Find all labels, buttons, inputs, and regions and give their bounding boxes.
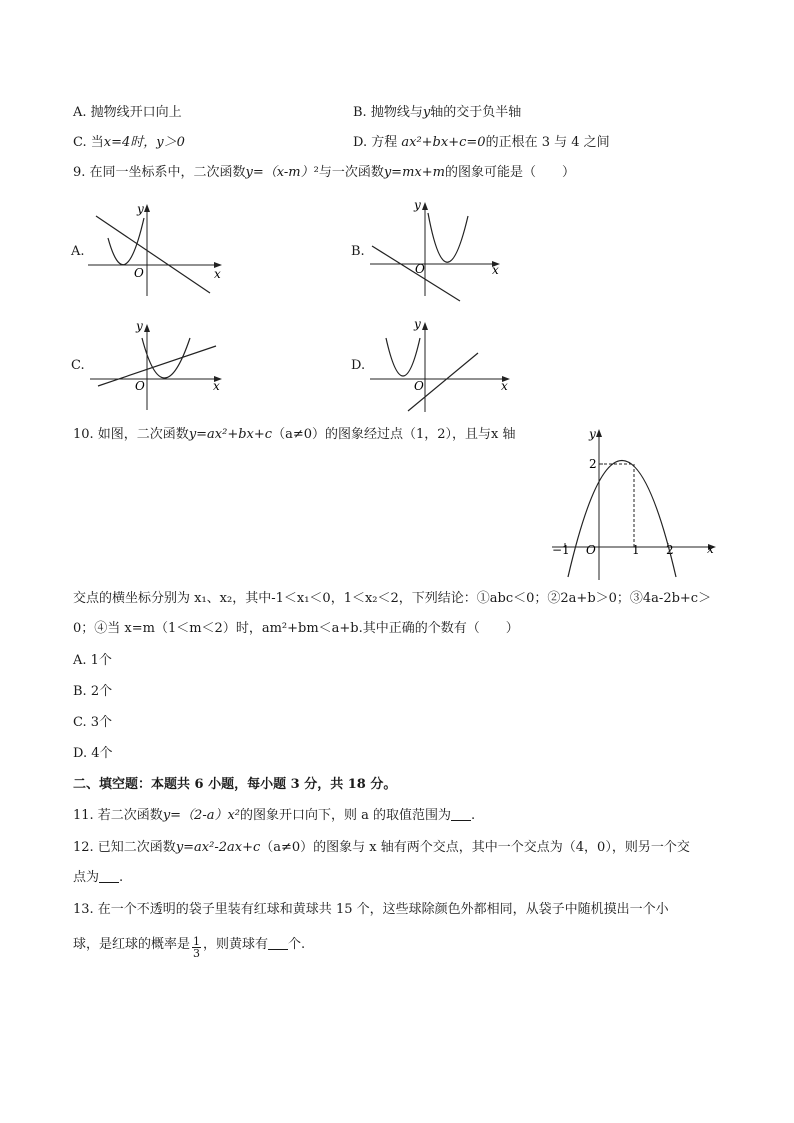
q10-parabola (568, 461, 676, 578)
q10-graph (548, 424, 724, 582)
q9-stem: 9. 在同一坐标系中，二次函数y=（x-m）²与一次函数y=mx+m的图象可能是（ ） (73, 165, 575, 180)
q12-line-1: 12. 已知二次函数y=ax²-2ax+c（a≠0）的图象与 x 轴有两个交点，其中一个交点为（4，0），则另一个交 (73, 840, 690, 855)
q10-tick-2: 2 (666, 543, 674, 557)
q9-d-x-label: x (501, 379, 508, 393)
q9-graph-c (88, 318, 228, 418)
q10-option-b: B. 2个 (73, 684, 113, 699)
q11: 11. 若二次函数y=（2-a）x²的图象开口向下，则 a 的取值范围为 . (73, 808, 476, 823)
q10-option-c: C. 3个 (73, 715, 113, 730)
q12-answer-blank[interactable] (99, 870, 119, 883)
q10-tick-neg1: −1 (552, 543, 570, 557)
q9-graph-d (368, 318, 518, 418)
q10-y-label: y (589, 427, 596, 441)
q9-label-c: C. (71, 358, 85, 373)
q10-line-1: 10. 如图，二次函数y=ax²+bx+c（a≠0）的图象经过点（1，2），且与x 轴 (73, 427, 516, 442)
q10-tick-y2: 2 (589, 457, 597, 471)
q8-option-row-2 (73, 134, 610, 152)
q9-c-line (98, 346, 216, 386)
q9-label-b: B. (351, 244, 365, 259)
q9-b-parabola (428, 213, 468, 262)
q10-option-a: A. 1个 (73, 653, 112, 668)
q8-option-row-1 (73, 104, 522, 122)
q9-c-origin: O (135, 379, 145, 393)
q9-b-origin: O (415, 262, 425, 276)
q8-option-c: C. 当x=4时，y＞0 (73, 135, 185, 150)
q10-line-2: 交点的横坐标分别为 x₁、x₂，其中-1＜x₁＜0，1＜x₂＜2，下列结论：①abc＜0；②2a+b＞0；③4a-2b+c＞ (73, 591, 712, 606)
q13-answer-blank[interactable] (268, 937, 288, 950)
q9-d-parabola (386, 338, 420, 376)
q9-c-x-label: x (213, 379, 220, 393)
q10-line-3: 0；④当 x=m（1＜m＜2）时，am²+bm＜a+b.其中正确的个数有（ ） (73, 621, 519, 636)
q9-graph-b (368, 198, 508, 308)
q13-line-1: 13. 在一个不透明的袋子里装有红球和黄球共 15 个，这些球除颜色外都相同，从袋子中随机摸出一个小 (73, 902, 669, 917)
q9-c-y-label: y (136, 319, 143, 333)
q9-c-parabola (142, 338, 190, 378)
q8-option-a: A. 抛物线开口向上 (73, 105, 182, 120)
q13-probability-fraction: $\frac{1}{3}$ (193, 935, 201, 960)
q9-b-line (372, 246, 460, 301)
q8-option-d: D. 方程 ax²+bx+c=0的正根在 3 与 4 之间 (353, 135, 610, 150)
q9-graph-a (86, 198, 226, 298)
section-2-heading: 二、填空题：本题共 6 小题，每小题 3 分，共 18 分。 (73, 777, 397, 792)
q10-x-label: x (707, 542, 714, 556)
q11-answer-blank[interactable] (451, 808, 471, 821)
q10-origin: O (586, 543, 596, 557)
q9-a-parabola (108, 218, 144, 265)
q12-line-2: 点为 . (73, 870, 124, 885)
q9-label-d: D. (351, 358, 366, 373)
q10-option-d: D. 4个 (73, 746, 113, 761)
q9-label-a: A. (71, 244, 85, 259)
q13-line-2: 球，是红球的概率是 $\frac{1}{3}$ ，则黄球有 个. (73, 935, 306, 960)
q9-a-y-label: y (137, 202, 144, 216)
q9-b-x-label: x (492, 263, 499, 277)
q9-d-y-label: y (414, 318, 421, 331)
q10-tick-1: 1 (632, 543, 640, 557)
q9-b-y-label: y (414, 198, 421, 212)
q9-a-origin: O (134, 266, 144, 280)
q9-a-x-label: x (214, 267, 221, 281)
q8-option-b: B. 抛物线与y轴的交于负半轴 (353, 105, 522, 120)
q9-d-origin: O (414, 379, 424, 393)
